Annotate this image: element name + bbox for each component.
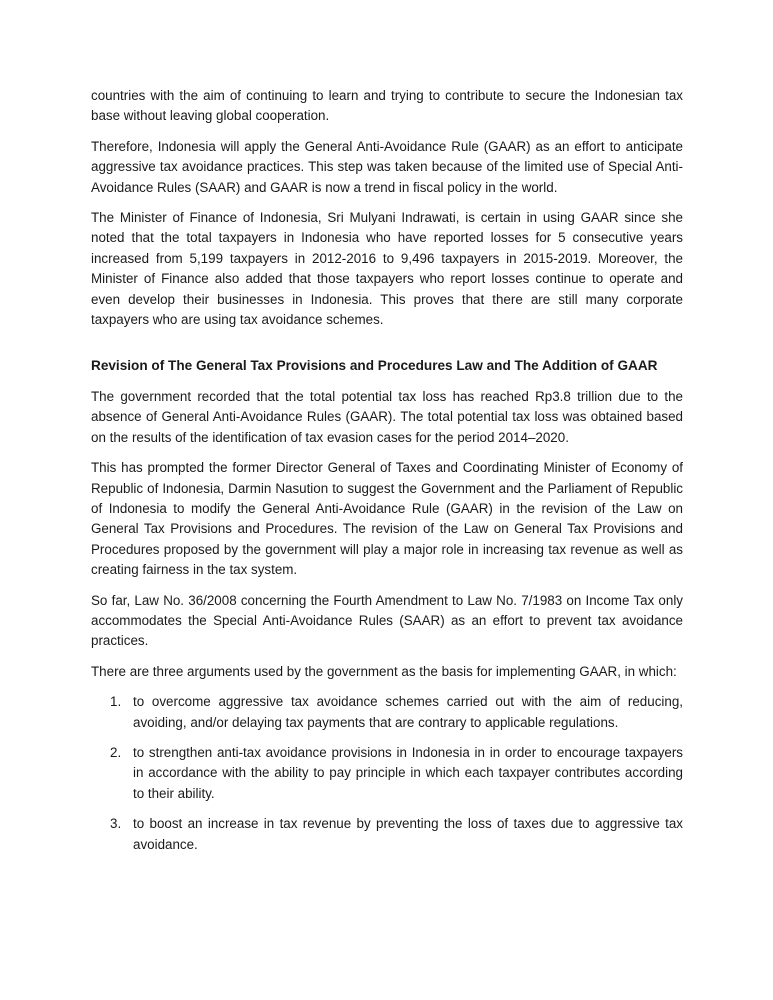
paragraph-gaar-application: Therefore, Indonesia will apply the General Anti-Avoidance Rule (GAAR) as an effort to anticipate aggressive tax avoidance practices. This step was taken because of the limited use of Special Anti- Avoidance Rules (SAAR) and GAAR is now a trend in fiscal policy in the world. <box>91 138 683 195</box>
paragraph-potential-tax-loss: The government recorded that the total potential tax loss has reached Rp3.8 trillion due to the absence of General Anti-Avoidance Rules (GAAR). The total potential tax loss was obtained based on the results of the identification of tax evasion cases for the period 2014–2020. <box>91 388 683 445</box>
section-heading-revision-gaar: Revision of The General Tax Provisions and Procedures Law and The Addition of GAAR <box>91 358 658 374</box>
list-item-number: 2. <box>110 744 122 760</box>
list-item-number: 1. <box>110 694 122 710</box>
paragraph-minister-of-finance: The Minister of Finance of Indonesia, Sri Mulyani Indrawati, is certain in using GAAR since she noted that the total taxpayers in Indonesia who have reported losses for 5 consecutive years increased from 5,199 taxpayers in 2012-2016 to 9,496 taxpayers in 2015-2019. Moreover, the Minister of Finance also added that those taxpayers who report losses continue to operate and even develop their businesses in Indonesia. This proves that there are still many corporate taxpayers who are using tax avoidance schemes. <box>91 210 683 328</box>
list-item <box>91 692 683 733</box>
numbered-list <box>91 692 683 855</box>
list-item <box>91 814 683 855</box>
list-item-text: to strengthen anti-tax avoidance provisions in Indonesia in in order to encourage taxpayers in accordance with the ability to pay principle in which each taxpayer contributes according to their ability. <box>133 744 683 801</box>
paragraph-law-36-2008: So far, Law No. 36/2008 concerning the Fourth Amendment to Law No. 7/1983 on Income Tax only accommodates the Special Anti-Avoidance Rules (SAAR) as an effort to prevent tax avoidance practices. <box>91 592 683 649</box>
list-item-text: to boost an increase in tax revenue by preventing the loss of taxes due to aggressive tax avoidance. <box>133 816 683 852</box>
paragraph-three-arguments-intro: There are three arguments used by the government as the basis for implementing GAAR, in which: <box>91 663 677 679</box>
document-body <box>91 86 683 855</box>
list-item-number: 3. <box>110 816 122 832</box>
paragraph-darmin-nasution: This has prompted the former Director General of Taxes and Coordinating Minister of Economy of Republic of Indonesia, Darmin Nasution to suggest the Government and the Parliament of Republic of Indonesia to modify the General Anti-Avoidance Rule (GAAR) in the revision of the Law on General Tax Provisions and Procedures. The revision of the Law on General Tax Provisions and Procedures proposed by the government will play a major role in increasing tax revenue as well as creating fairness in the tax system. <box>91 460 683 578</box>
paragraph-intro-continuation: countries with the aim of continuing to learn and trying to contribute to secure the Indonesian tax base without leaving global cooperation. <box>91 88 683 124</box>
list-item-text: to overcome aggressive tax avoidance schemes carried out with the aim of reducing, avoiding, and/or delaying tax payments that are contrary to applicable regulations. <box>133 694 683 730</box>
list-item <box>91 743 683 804</box>
